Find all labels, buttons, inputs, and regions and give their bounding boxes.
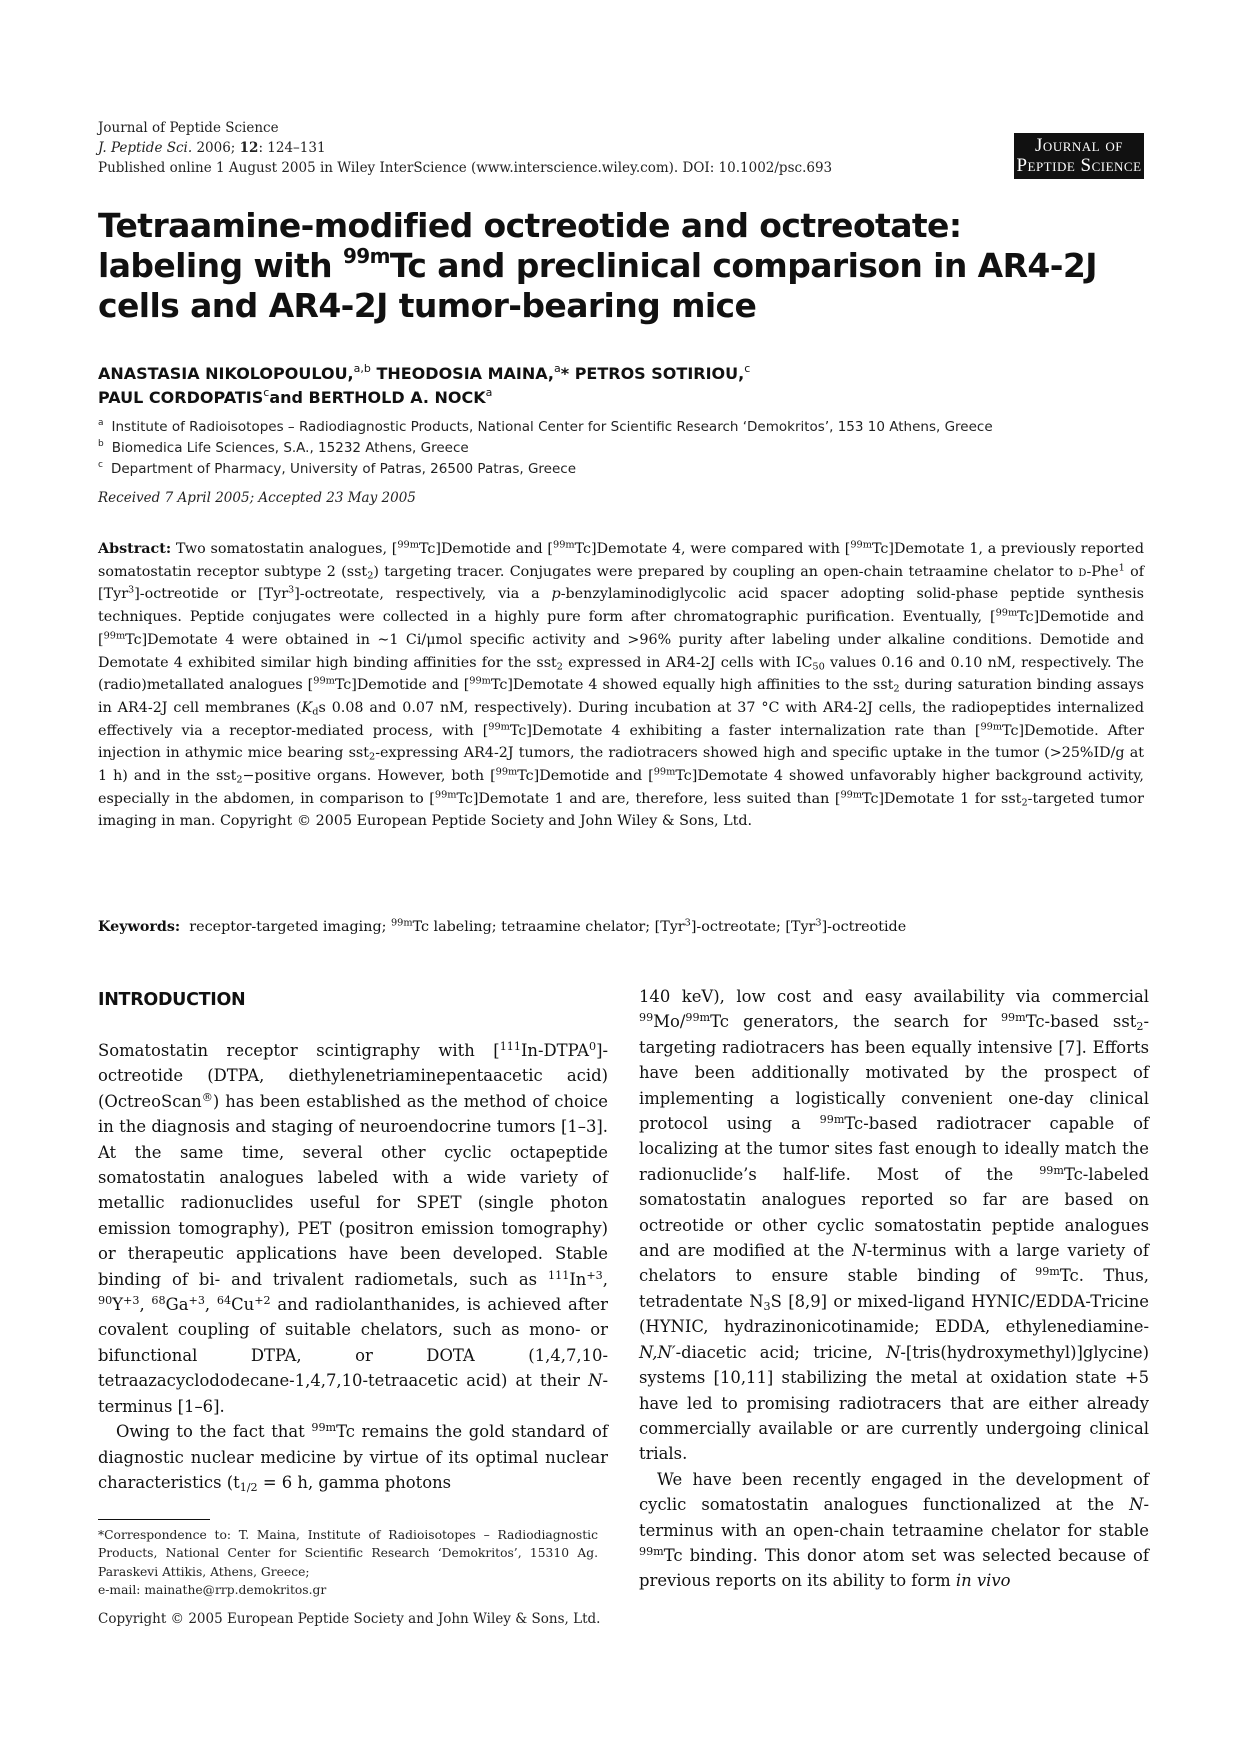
journal-name: Journal of Peptide Science — [98, 120, 279, 136]
article-title: Tetraamine-modified octreotide and octreotate: labeling with $^{99m}$Tc and preclinical comparison in AR4-2J cells and AR4-2J tumor-bearing mice — [98, 206, 1097, 325]
correspondence-footnote: *Correspondence to: T. Maina, Institute of Radioisotopes – Radiodiagnostic Products, National Center for Scientific Research ‘Demokritos’, 15310 Ag. Paraskevi Attikis, Athens, Greece; e-mail: mainathe@rrp.demokritos.gr — [98, 1528, 598, 1598]
author-list: ANASTASIA NIKOLOPOULOU,$^{a,b}$ THEODOSIA MAINA,$^a$* PETROS SOTIRIOU,$^c$ PAUL CORDOPATIS$^c$and BERTHOLD A. NOCK$^a$ — [98, 362, 751, 407]
publication-info: Published online 1 August 2005 in Wiley InterScience (www.interscience.wiley.com). DOI: 10.1002/psc.693 — [98, 160, 833, 176]
section-heading: INTRODUCTION — [98, 990, 246, 1010]
footnote-rule — [98, 1519, 210, 1520]
affiliation-item: $^c$ Department of Pharmacy, University of Patras, 26500 Patras, Greece — [98, 460, 577, 477]
abstract: Abstract: Two somatostatin analogues, [$^{99m}$Tc]Demotide and [$^{99m}$Tc]Demotate 4, were compared with [$^{99m}$Tc]Demotate 1, a previously reported somatostatin receptor subtype 2 (sst$_2$) targeting tracer. Conjugates were prepared by coupling an open-chain tetraamine chelator to d-Phe$^1$ of [Tyr$^3$]-octreotide or [Tyr$^3$]-octreotate, respectively, via a p-benzylaminodiglycolic acid spacer adopting solid-phase peptide synthesis techniques. Peptide conjugates were collected in a highly pure form after chromatographic purification. Eventually, [$^{99m}$Tc]Demotide and [$^{99m}$Tc]Demotate 4 were obtained in ∼1 Ci/μmol specific activity and >96% purity after labeling under alkaline conditions. Demotide and Demotate 4 exhibited similar high binding affinities for the sst$_2$ expressed in AR4-2J cells with $IC_{50}$ values 0.16 and 0.10 nM, respectively. The (radio)metallated analogues [$^{99m}$Tc]Demotide and [$^{99m}$Tc]Demotate 4 showed equally high affinities to the sst$_2$ during saturation binding assays in AR4-2J cell membranes ($K_ds$ 0.08 and 0.07 nM, respectively). During incubation at 37 °C with AR4-2J cells, the radiopeptides internalized effectively via a receptor-mediated process, with [$^{99m}$Tc]Demotate 4 exhibiting a faster internalization rate than [$^{99m}$Tc]Demotide. After injection in athymic mice bearing sst$_2$-expressing AR4-2J tumors, the radiotracers showed high and specific uptake in the tumor (>25%ID/g at 1 h) and in the sst$_2$−positive organs. However, both [$^{99m}$Tc]Demotide and [$^{99m}$Tc]Demotate 4 showed unfavorably higher background activity, especially in the abdomen, in comparison to [$^{99m}$Tc]Demotate 1 and are, therefore, less suited than [$^{99m}$Tc]Demotate 1 for sst$_2$-targeted tumor imaging in man. Copyright © 2005 European Peptide Society and John Wiley & Sons, Ltd. — [98, 539, 1145, 830]
received-dates: Received 7 April 2005; Accepted 23 May 2005 — [98, 490, 416, 506]
keywords: Keywords: receptor-targeted imaging; $^{99m}$Tc labeling; tetraamine chelator; [Tyr$^3$]-octreotate; [Tyr$^3$]-octreotide — [98, 917, 907, 935]
body-column-right: 140 keV), low cost and easy availability via commercial $^{99}$Mo/$^{99m}$Tc generators, the search for $^{99m}$Tc-based sst$_2$-targeting radiotracers has been equally intensive [7]. Efforts have been additionally motivated by the prospect of implementing a logistically convenient one-day clinical protocol using a $^{99m}$Tc-based radiotracer capable of localizing at the tumor sites fast enough to ideally match the radionuclide’s half-life. Most of the $^{99m}$Tc-labeled somatostatin analogues reported so far are based on octreotide or other cyclic somatostatin peptide analogues and are modified at the N-terminus with a large variety of chelators to ensure stable binding of $^{99m}$Tc. Thus, tetradentate $N_3S$ [8,9] or mixed-ligand HYNIC/EDDA-Tricine (HYNIC, hydrazinonicotinamide; EDDA, ethylenediamine-N,N′-diacetic acid; tricine, N-[tris(hydroxymethyl)]glycine) systems [10,11] stabilizing the metal at oxidation state +5 have led to promising radiotracers that are either already commercially available or are currently undergoing clinical trials. We have been recently engaged in the development of cyclic somatostatin analogues functionalized at the N-terminus with an open-chain tetraamine chelator for stable $^{99m}$Tc binding. This donor atom set was selected because of previous reports on its ability to form in vivo — [639, 987, 1149, 1591]
affiliations — [98, 417, 1148, 480]
body-column-left: Somatostatin receptor scintigraphy with [$^{111}$In-DTPA$^0$]-octreotide (DTPA, diethylenetriaminepentaacetic acid) (OctreoScan®) has been established as the method of choice in the diagnosis and staging of neuroendocrine tumors [1–3]. At the same time, several other cyclic octapeptide somatostatin analogues labeled with a wide variety of metallic radionuclides useful for SPET (single photon emission tomography), PET (positron emission tomography) or therapeutic applications have been developed. Stable binding of bi- and trivalent radiometals, such as $^{111}In^{+3}$, $^{90}Y^{+3}$, $^{68}Ga^{+3}$, $^{64}Cu^{+2}$ and radiolanthanides, is achieved after covalent coupling of suitable chelators, such as mono- or bifunctional DTPA, or DOTA (1,4,7,10-tetraazacyclododecane-1,4,7,10-tetraacetic acid) at their N-terminus [1–6]. Owing to the fact that $^{99m}$Tc remains the gold standard of diagnostic nuclear medicine by virtue of its optimal nuclear characteristics ($t_{1/2} = 6$ h, gamma photons — [98, 1039, 609, 1494]
affiliation-item: $^a$ Institute of Radioisotopes – Radiodiagnostic Products, National Center for Scientific Research ‘Demokritos’, 153 10 Athens, Greece — [98, 418, 993, 435]
citation: J. Peptide Sci. 2006; 12: 124–131 — [98, 140, 326, 156]
affiliation-item: $^b$ Biomedica Life Sciences, S.A., 15232 Athens, Greece — [98, 439, 469, 456]
journal-logo: Journal of Peptide Science — [1014, 133, 1144, 179]
page-copyright: Copyright © 2005 European Peptide Society and John Wiley & Sons, Ltd. — [98, 1611, 601, 1627]
